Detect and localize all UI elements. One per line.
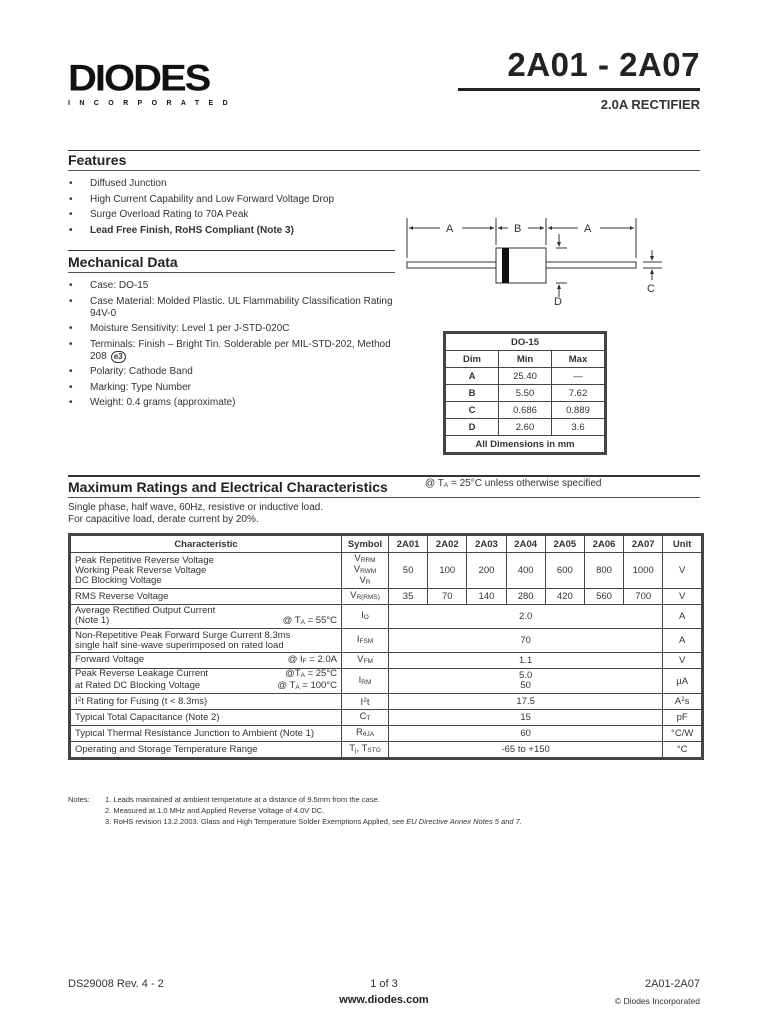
sym-mid: , T: [356, 743, 368, 754]
sym: V: [350, 590, 357, 601]
unit-cell: A: [663, 605, 702, 629]
table-row: [71, 553, 702, 589]
symbol-cell: [342, 726, 389, 742]
sym-sub: FM: [363, 658, 373, 665]
col-header: 2A06: [584, 536, 623, 553]
sym: I: [360, 697, 364, 708]
dim-row: [446, 419, 605, 436]
unit-sup: 2: [681, 696, 685, 703]
dim-cell: 5.50: [499, 385, 552, 402]
characteristic-cell: [71, 553, 342, 589]
cond: @ T: [277, 680, 296, 691]
table-row: [71, 694, 702, 710]
symbol-cell: [342, 605, 389, 629]
char-line: DC Blocking Voltage: [75, 574, 162, 586]
dim-header-dim: Dim: [446, 351, 499, 368]
table-row: [71, 605, 702, 629]
characteristic-cell: Typical Thermal Resistance Junction to Ambient (Note 1): [71, 726, 342, 742]
cond-text: @ T: [425, 478, 444, 489]
value-cell: 17.5: [389, 694, 663, 710]
value-cell: 700: [624, 589, 663, 605]
title-divider: [458, 88, 700, 91]
condition: [277, 681, 337, 693]
features-heading: Features: [68, 152, 127, 168]
dim-label-d: D: [554, 296, 562, 308]
ratings-table: [68, 533, 704, 760]
col-header: 2A04: [506, 536, 545, 553]
note-3-text: 3. RoHS revision 13.2.2003. Glass and High Temperature Solder Exemptions Applied, see: [105, 817, 407, 826]
char-rest: t Rating for Fusing (t < 8.3ms): [81, 696, 208, 707]
intro-line: For capacitive load, derate current by 20%.: [68, 514, 259, 525]
feature-item: • Diffused Junction: [68, 178, 398, 190]
sym: I: [361, 610, 364, 621]
cond: @T: [285, 668, 301, 679]
unit-cell: °C: [663, 742, 702, 758]
ratings-heading: Maximum Ratings and Electrical Characteristics: [68, 479, 388, 495]
unit: A: [674, 696, 682, 707]
dim-table-title: DO-15: [446, 334, 605, 351]
company-logo: [68, 58, 240, 107]
terminals-text: Terminals: Finish – Bright Tin. Solderable per MIL-STD-202, Method 208: [90, 338, 391, 362]
characteristic-cell: Operating and Storage Temperature Range: [71, 742, 342, 758]
col-header: Characteristic: [71, 536, 342, 553]
sym: I: [356, 634, 360, 645]
col-header: 2A03: [467, 536, 506, 553]
condition: [283, 616, 337, 628]
dim-cell: 7.62: [552, 385, 605, 402]
doc-id: DS29008 Rev. 4 - 2: [68, 978, 164, 990]
unit-cell: V: [663, 553, 702, 589]
value-cell: 50: [389, 553, 428, 589]
unit-cell: pF: [663, 710, 702, 726]
cond-sub: A: [443, 482, 449, 489]
sym-sub: O: [363, 614, 369, 621]
dim-cell: 25.40: [499, 368, 552, 385]
col-header: 2A07: [624, 536, 663, 553]
table-header-row: [71, 536, 702, 553]
feature-item: • Lead Free Finish, RoHS Compliant (Note 3): [68, 225, 398, 237]
value-cell: 70: [389, 629, 663, 653]
dim-cell: B: [446, 385, 499, 402]
ratings-condition: [425, 478, 601, 489]
notes-section: [68, 794, 522, 827]
sym: V: [359, 575, 366, 586]
feature-item: • High Current Capability and Low Forward Voltage Drop: [68, 194, 398, 206]
value-cell: 35: [389, 589, 428, 605]
unit-cell: °C/W: [663, 726, 702, 742]
cond-sub: F: [302, 657, 307, 665]
table-row: [71, 629, 702, 653]
char-line: Non-Repetitive Peak Forward Surge Current 8.3ms: [75, 629, 291, 641]
dimension-table: [443, 331, 607, 455]
unit-cell: µA: [663, 669, 702, 694]
symbol-cell: [342, 669, 389, 694]
features-bottom-rule: [68, 170, 700, 171]
dim-row: [446, 402, 605, 419]
dim-cell: 0.686: [499, 402, 552, 419]
value-cell: 1000: [624, 553, 663, 589]
dim-cell: D: [446, 419, 499, 436]
value-cell: 2.0: [389, 605, 663, 629]
dim-row: [446, 385, 605, 402]
symbol-cell: [342, 710, 389, 726]
condition: [288, 655, 337, 667]
mechanical-item: [68, 339, 398, 363]
cond-sub: A: [295, 684, 300, 691]
col-header: 2A05: [545, 536, 584, 553]
cond-rest: = 55°C: [304, 614, 337, 626]
sym: C: [359, 711, 367, 722]
dim-cell: 2.60: [499, 419, 552, 436]
dim-label-a-right: A: [584, 223, 592, 235]
sym: V: [353, 564, 361, 575]
char-line: Peak Reverse Leakage Current: [75, 668, 209, 679]
char-line: single half sine-wave superimposed on rated load: [75, 639, 284, 651]
sym-sup: 2: [363, 697, 367, 704]
table-row: [71, 710, 702, 726]
note-1: 1. Leads maintained at ambient temperature at a distance of 9.5mm from the case.: [105, 795, 380, 804]
mechanical-item: • Case Material: Molded Plastic. UL Flammability Classification Rating 94V-0: [68, 296, 398, 320]
logo-wordmark: DIODES: [68, 58, 210, 99]
sym-sub: RRM: [360, 557, 376, 564]
cond: @ T: [282, 614, 301, 626]
value-cell: 420: [545, 589, 584, 605]
mechanical-bottom-rule: [68, 272, 395, 273]
symbol-cell: [342, 653, 389, 669]
dim-label-c: C: [647, 283, 655, 295]
cond-rest: = 100°C: [299, 680, 337, 691]
dim-label-b: B: [514, 223, 522, 235]
value-cell: 1.1: [389, 653, 663, 669]
ratings-bottom-rule: [68, 497, 700, 498]
mechanical-item: • Weight: 0.4 grams (approximate): [68, 397, 398, 409]
cond-sub: A: [300, 618, 305, 626]
dim-cell: C: [446, 402, 499, 419]
char-line: Working Peak Reverse Voltage: [75, 564, 207, 576]
sym: V: [354, 553, 361, 564]
value-cell: 140: [467, 589, 506, 605]
characteristic-cell: [71, 669, 342, 694]
sym-rest: t: [366, 697, 370, 708]
col-header: 2A02: [428, 536, 467, 553]
note-2: 2. Measured at 1.0 MHz and Applied Reverse Voltage of 4.0V DC.: [105, 806, 325, 815]
cond-sub: A: [300, 672, 305, 679]
unit-rest: s: [684, 696, 690, 707]
table-row: [71, 726, 702, 742]
part-number-title: 2A01 - 2A07: [507, 46, 700, 83]
sym-sub: θJA: [362, 731, 375, 738]
value-cell: 280: [506, 589, 545, 605]
char-line: Average Rectified Output Current: [75, 604, 216, 616]
ratings-intro: [68, 502, 323, 526]
table-row: [71, 742, 702, 758]
mechanical-list: [68, 280, 398, 413]
symbol-cell: [342, 694, 389, 710]
copyright: © Diodes Incorporated: [614, 996, 700, 1006]
value-cell: 560: [584, 589, 623, 605]
logo-tagline: INCORPORATED: [68, 100, 238, 107]
symbol-cell: [342, 553, 389, 589]
sym-sub: T: [366, 715, 371, 722]
dim-row: [446, 368, 605, 385]
note-3: [68, 816, 522, 827]
value-line: 50: [520, 680, 531, 691]
value-cell: 100: [428, 553, 467, 589]
intro-line: Single phase, half wave, 60Hz, resistive or inductive load.: [68, 502, 324, 513]
value-cell: 200: [467, 553, 506, 589]
char-line: Peak Repetitive Reverse Voltage: [75, 554, 214, 566]
char-pre: I: [75, 696, 78, 707]
mechanical-item: • Polarity: Cathode Band: [68, 366, 398, 378]
table-row: [71, 589, 702, 605]
sym-sub: R: [365, 579, 371, 586]
features-top-rule: [68, 150, 700, 151]
symbol-cell: [342, 589, 389, 605]
note-3-italic: EU Directive Annex Notes 5 and 7.: [406, 817, 522, 826]
value-cell: 400: [506, 553, 545, 589]
table-row: [71, 653, 702, 669]
value-cell: 800: [584, 553, 623, 589]
sym: V: [357, 654, 364, 665]
website-link[interactable]: www.diodes.com: [339, 994, 429, 1006]
value-cell: -65 to +150: [389, 742, 663, 758]
char-sup: 2: [77, 696, 82, 703]
unit-cell: [663, 694, 702, 710]
characteristic-cell: [71, 694, 342, 710]
dim-cell: A: [446, 368, 499, 385]
cond-rest: = 25°C: [304, 668, 337, 679]
dim-label-a-left: A: [446, 223, 454, 235]
value-cell: [389, 669, 663, 694]
sym-sub: j: [355, 747, 357, 754]
char-line: (Note 1): [75, 614, 110, 626]
mechanical-item: • Moisture Sensitivity: Level 1 per J-STD-020C: [68, 323, 398, 335]
characteristic-cell: Typical Total Capacitance (Note 2): [71, 710, 342, 726]
col-header: Symbol: [342, 536, 389, 553]
sym-sub: STG: [367, 747, 381, 754]
cond: @ I: [287, 653, 303, 665]
char-line: Forward Voltage: [75, 653, 145, 665]
sym-sub: RM: [361, 678, 372, 686]
symbol-cell: [342, 629, 389, 653]
value-cell: 60: [389, 726, 663, 742]
diode-outline-icon: [400, 210, 670, 310]
dim-cell: 3.6: [552, 419, 605, 436]
dim-header-max: Max: [552, 351, 605, 368]
page-number: 1 of 3: [370, 978, 398, 990]
unit-cell: V: [663, 589, 702, 605]
col-header: 2A01: [389, 536, 428, 553]
value-cell: 15: [389, 710, 663, 726]
package-outline-diagram: [400, 210, 670, 310]
dim-cell: 0.889: [552, 402, 605, 419]
char-line: at Rated DC Blocking Voltage: [75, 680, 201, 691]
sym-sub: RWM: [360, 568, 377, 575]
feature-item: • Surge Overload Rating to 70A Peak: [68, 209, 398, 221]
table-row: [71, 669, 702, 694]
mechanical-item: • Case: DO-15: [68, 280, 398, 292]
dim-header-min: Min: [499, 351, 552, 368]
mechanical-item: • Marking: Type Number: [68, 382, 398, 394]
mechanical-heading: Mechanical Data: [68, 254, 178, 270]
characteristic-cell: [71, 653, 342, 669]
mechanical-top-rule: [68, 250, 395, 251]
sym: I: [358, 674, 362, 686]
sym-sub: FSM: [359, 638, 374, 645]
features-list: [68, 178, 398, 240]
ratings-top-rule: [68, 475, 700, 477]
symbol-cell: [342, 742, 389, 758]
characteristic-cell: RMS Reverse Voltage: [71, 589, 342, 605]
part-subtitle: 2.0A RECTIFIER: [600, 97, 700, 112]
cond-rest: = 25°C unless otherwise specified: [448, 478, 602, 489]
characteristic-cell: [71, 629, 342, 653]
cond-rest: = 2.0A: [306, 653, 337, 665]
e3-lead-free-icon: e3: [111, 351, 126, 363]
unit-cell: V: [663, 653, 702, 669]
sym: T: [349, 743, 356, 754]
notes-label: Notes:: [68, 795, 90, 804]
dim-cell: —: [552, 368, 605, 385]
value-cell: 600: [545, 553, 584, 589]
sym: R: [355, 727, 363, 738]
value-cell: 70: [428, 589, 467, 605]
sym-sub: R(RMS): [356, 594, 380, 601]
footer-part: 2A01-2A07: [644, 978, 700, 990]
characteristic-cell: [71, 605, 342, 629]
unit-cell: A: [663, 629, 702, 653]
col-header: Unit: [663, 536, 702, 553]
dim-table-footer: All Dimensions in mm: [446, 436, 605, 453]
value-line: 5.0: [519, 670, 533, 681]
